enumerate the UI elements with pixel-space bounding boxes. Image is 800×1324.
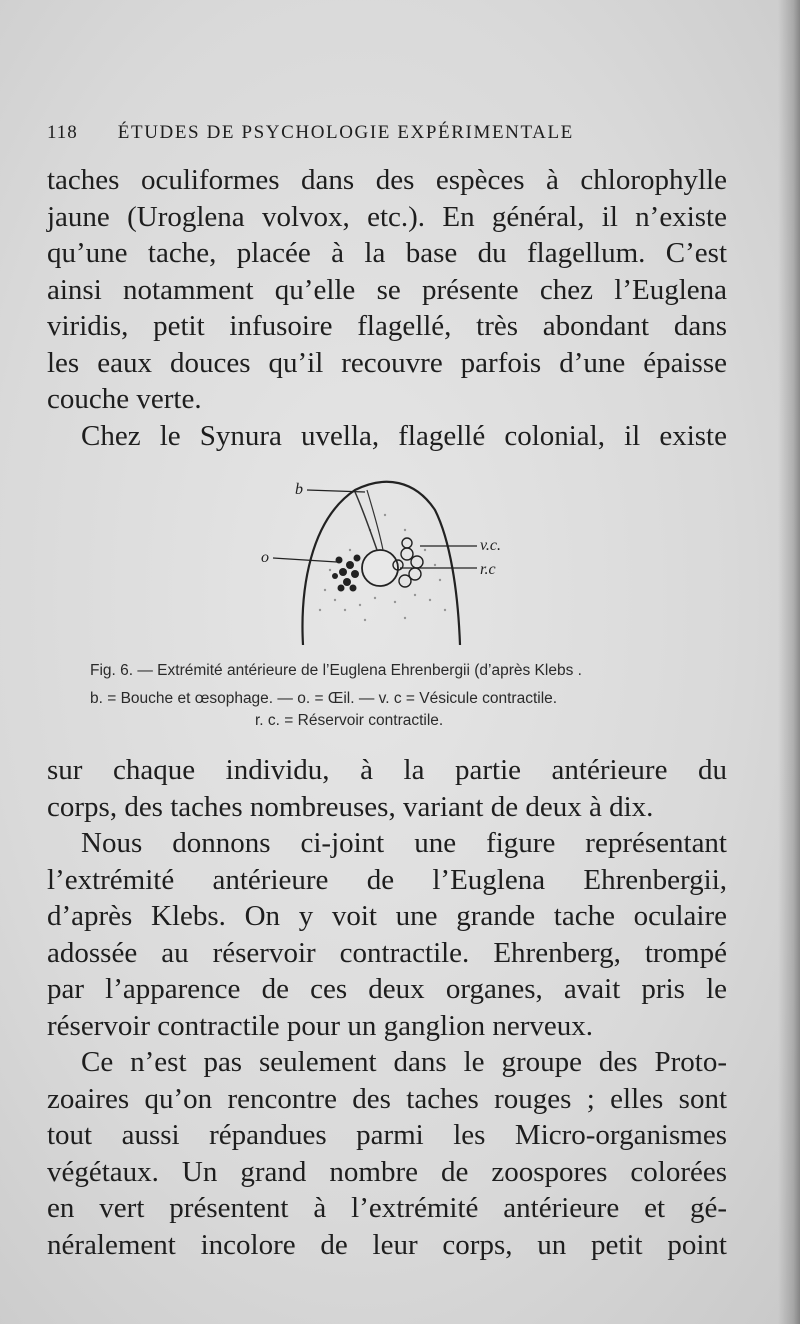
text-line: jaune (Uroglena volvox, etc.). En général, il n’existe <box>47 200 727 233</box>
label-b: b <box>295 481 303 498</box>
text-line: taches oculiformes dans des espèces à chlorophylle <box>47 164 727 196</box>
text-line: zoaires qu’on rencontre des taches rouges ; elles sont <box>47 1082 727 1115</box>
text-line: tout aussi répandues parmi les Micro-organismes <box>47 1119 727 1151</box>
figure-caption-line: Fig. 6. — Extrémité antérieure de l’Euglena Ehrenbergii (d’après Klebs . <box>90 662 582 679</box>
text-line: Chez le Synura uvella, flagellé colonial, il existe <box>81 419 727 452</box>
running-title: ÉTUDES DE PSYCHOLOGIE EXPÉRIMENTALE <box>117 122 574 143</box>
text-line: corps, des taches nombreuses, variant de deux à dix. <box>47 790 654 823</box>
text-block-top <box>47 162 727 454</box>
text-line: néralement incolore de leur corps, un petit point <box>47 1228 727 1261</box>
text-line: par l’apparence de ces deux organes, avait pris le <box>47 973 727 1005</box>
text-line: adossée au réservoir contractile. Ehrenberg, trompé <box>47 936 727 969</box>
eye-spot <box>332 555 361 592</box>
label-vc: v.c. <box>480 537 502 554</box>
figure-caption-line: r. c. = Réservoir contractile. <box>255 712 444 729</box>
text-line: d’après Klebs. On y voit une grande tache oculaire <box>47 900 727 932</box>
text-line: Nous donnons ci-joint une figure représentant <box>81 827 727 859</box>
page-number: 118 <box>47 122 78 143</box>
figure-caption-line: b. = Bouche et œsophage. — o. = Œil. — v. c = Vésicule contractile. <box>90 690 558 707</box>
text-line: Ce n’est pas seulement dans le groupe des Proto- <box>81 1046 727 1078</box>
text-line: réservoir contractile pour un ganglion nerveux. <box>47 1009 593 1042</box>
label-o: o <box>261 549 269 566</box>
text-line: qu’une tache, placée à la base du flagellum. C’est <box>47 237 727 269</box>
text-line: ainsi notamment qu’elle se présente chez l’Euglena <box>47 273 727 306</box>
gullet <box>355 492 377 550</box>
text-block-bottom <box>47 752 727 1263</box>
text-line: l’extrémité antérieure de l’Euglena Ehrenbergii, <box>47 863 727 896</box>
text-line: viridis, petit infusoire flagellé, très abondant dans <box>47 310 727 342</box>
running-header <box>47 122 727 144</box>
text-line: végétaux. Un grand nombre de zoospores colorées <box>47 1155 727 1188</box>
text-line: les eaux douces qu’il recouvre parfois d’une épaisse <box>47 346 727 379</box>
text-line: sur chaque individu, à la partie antérieure du <box>47 754 727 786</box>
text-line: en vert présentent à l’extrémité antérieure et gé- <box>47 1192 727 1224</box>
label-rc: r.c <box>480 561 496 578</box>
figure-euglena-drawing <box>255 470 525 655</box>
text-line: couche verte. <box>47 383 202 415</box>
page-edge-shadow <box>778 0 800 1324</box>
contractile-reservoir <box>362 550 398 586</box>
